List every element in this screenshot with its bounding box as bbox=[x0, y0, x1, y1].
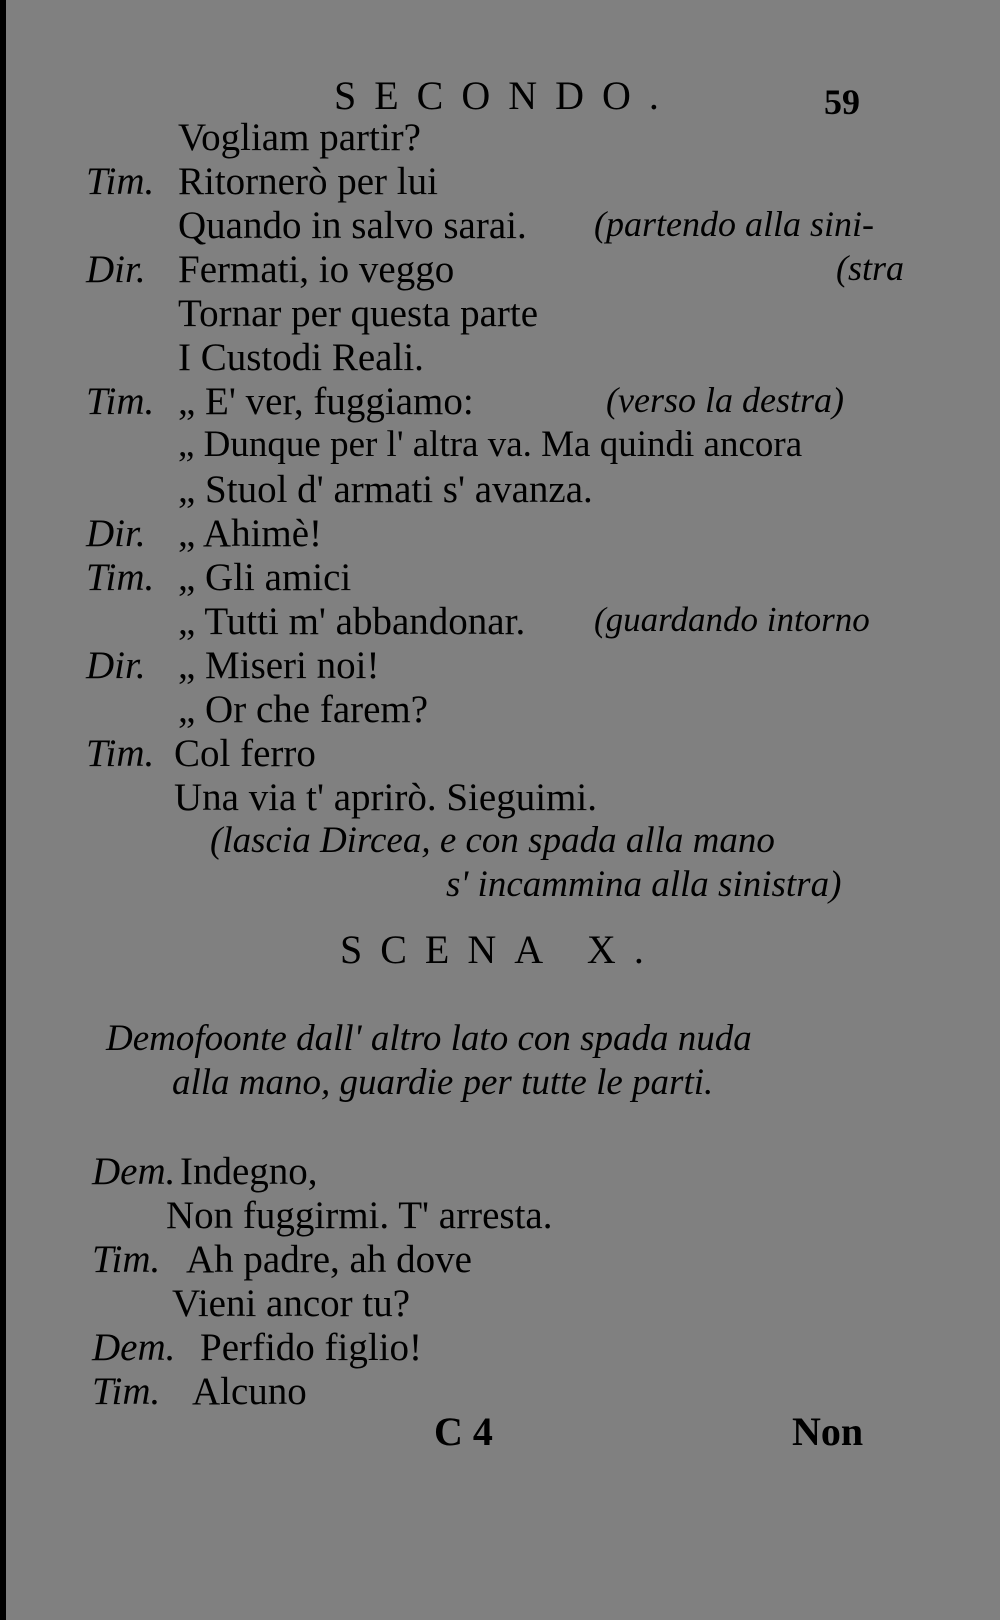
stage-direction: (guardando intorno bbox=[594, 600, 870, 639]
catchword: Non bbox=[792, 1409, 864, 1454]
speaker-label: Tim. bbox=[86, 732, 155, 775]
verse-line: Fermati, io veggo bbox=[178, 248, 455, 291]
speaker-label: Dir. bbox=[86, 644, 146, 687]
verse-line: „ Stuol d' armati s' avanza. bbox=[178, 468, 593, 511]
verse-line: Alcuno bbox=[192, 1370, 307, 1413]
speaker-label: Tim. bbox=[86, 380, 155, 423]
verse-line: Ah padre, ah dove bbox=[186, 1238, 472, 1281]
scene-heading: SCENA X. bbox=[340, 927, 662, 972]
verse-line: Non fuggirmi. T' arresta. bbox=[166, 1194, 553, 1237]
verse-line: Ritornerò per lui bbox=[178, 160, 438, 203]
verse-line: „ Tutti m' abbandonar. bbox=[178, 600, 526, 643]
speaker-label: Tim. bbox=[92, 1370, 161, 1413]
running-head: SECONDO. bbox=[334, 73, 677, 118]
speaker-label: Dir. bbox=[86, 512, 146, 555]
verse-line: Tornar per questa parte bbox=[178, 292, 539, 335]
verse-line: Una via t' aprirò. Sieguimi. bbox=[174, 776, 597, 819]
verse-line: Vogliam partir? bbox=[178, 116, 421, 159]
verse-line: „ Ahimè! bbox=[178, 512, 323, 555]
book-leaf bbox=[6, 0, 1000, 1620]
speaker-label: Dem. bbox=[92, 1150, 176, 1193]
speaker-label: Tim. bbox=[86, 160, 155, 203]
scene-description: alla mano, guardie per tutte le parti. bbox=[172, 1062, 714, 1103]
verse-line: I Custodi Reali. bbox=[178, 336, 424, 379]
verse-line: Perfido figlio! bbox=[200, 1326, 423, 1369]
verse-line: „ Miseri noi! bbox=[178, 644, 380, 687]
speaker-label: Tim. bbox=[92, 1238, 161, 1281]
page-number: 59 bbox=[824, 82, 860, 122]
stage-direction: (partendo alla sini- bbox=[594, 204, 874, 244]
stage-direction: (stra bbox=[836, 248, 905, 288]
signature-mark: C 4 bbox=[434, 1409, 493, 1454]
stage-direction: (verso la destra) bbox=[606, 380, 844, 420]
verse-line: Indegno, bbox=[180, 1150, 318, 1193]
verse-line: Vieni ancor tu? bbox=[172, 1282, 411, 1325]
speaker-label: Dem. bbox=[92, 1326, 176, 1369]
speaker-label: Tim. bbox=[86, 556, 155, 599]
verse-line: Quando in salvo sarai. bbox=[178, 204, 527, 247]
verse-line: „ Dunque per l' altra va. Ma quindi ancora bbox=[178, 424, 803, 465]
verse-line: „ Gli amici bbox=[178, 556, 352, 599]
stage-direction: (lascia Dircea, e con spada alla mano bbox=[210, 820, 775, 861]
verse-line: „ E' ver, fuggiamo: bbox=[178, 380, 474, 423]
stage-direction: s' incammina alla sinistra) bbox=[446, 864, 842, 905]
verse-line: „ Or che farem? bbox=[178, 688, 429, 731]
speaker-label: Dir. bbox=[86, 248, 146, 291]
scene-description: Demofoonte dall' altro lato con spada nuda bbox=[106, 1018, 752, 1059]
verse-line: Col ferro bbox=[174, 732, 316, 775]
